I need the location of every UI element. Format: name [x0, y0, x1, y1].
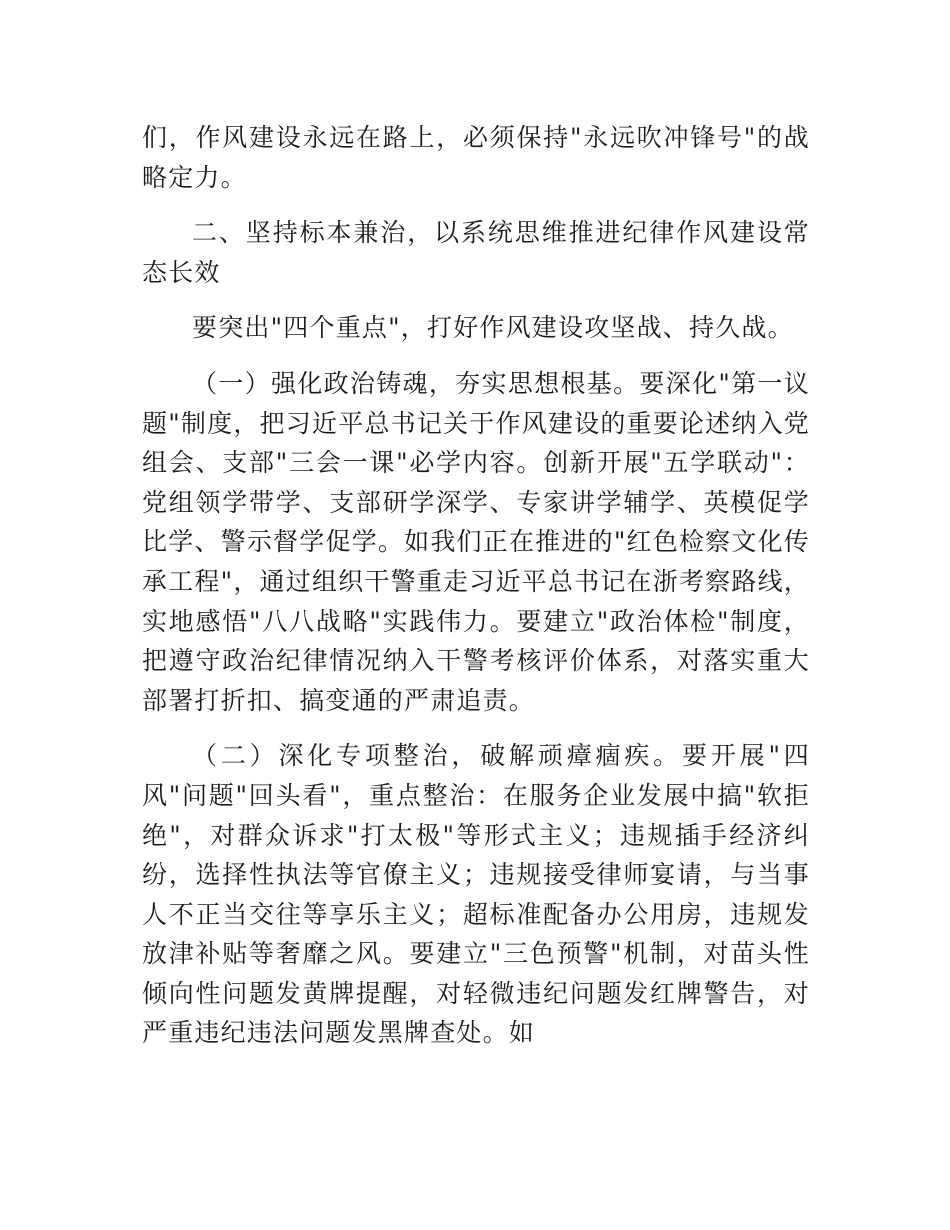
document-body [142, 118, 810, 1069]
paragraph-intro: 要突出"四个重点"，打好作风建设攻坚战、持久战。 [192, 313, 794, 343]
section-heading-two: 二、坚持标本兼治，以系统思维推进纪律作风建设常态长效 [142, 218, 810, 287]
paragraph-subsection-two: （二）深化专项整治，破解顽瘴痼疾。要开展"四风"问题"回头看"，重点整治：在服务企业发展中搞"软拒绝"，对群众诉求"打太极"等形式主义；违规插手经济纠纷，选择性执法等官僚主义；违规接受律师宴请，与当事人不正当交往等享乐主义；超标准配备办公用房，违规发放津补贴等奢靡之风。要建立"三色预警"机制，对苗头性倾向性问题发黄牌提醒，对轻微违纪问题发红牌警告，对严重违纪违法问题发黑牌查处。如 [142, 741, 810, 1048]
paragraph-subsection-one: （一）强化政治铸魂，夯实思想根基。要深化"第一议题"制度，把习近平总书记关于作风建设的重要论述纳入党组会、支部"三会一课"必学内容。创新开展"五学联动"：党组领学带学、支部研学深学、专家讲学辅学、英模促学比学、警示督学促学。如我们正在推进的"红色检察文化传承工程"，通过组织干警重走习近平总书记在浙考察路线，实地感悟"八八战略"实践伟力。要建立"政治体检"制度，把遵守政治纪律情况纳入干警考核评价体系，对落实重大部署打折扣、搞变通的严肃追责。 [142, 368, 810, 715]
paragraph-continuation: 们，作风建设永远在路上，必须保持"永远吹冲锋号"的战略定力。 [142, 123, 810, 192]
